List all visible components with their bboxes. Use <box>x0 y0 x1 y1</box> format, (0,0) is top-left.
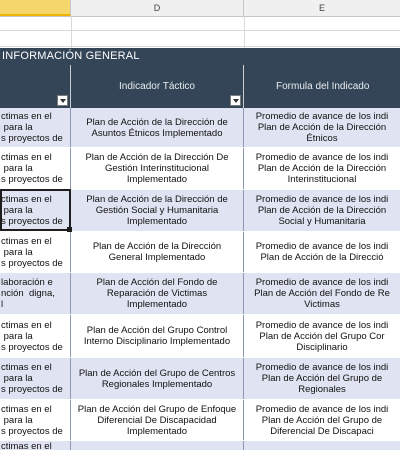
cell-indicador-tactico[interactable]: Plan de Acción del Grupo Control Interno Disciplinario Implementado <box>71 315 244 357</box>
cell-objetivo[interactable]: ctimas en el para la s proyectos de <box>0 232 71 272</box>
cell-indicador-tactico[interactable]: Plan de Acción del Grupo de Centros Regionales Implementado <box>71 358 244 399</box>
header-label-formula: Formula del Indicado <box>276 81 370 92</box>
table-row[interactable] <box>0 358 400 400</box>
grid-line <box>71 16 72 48</box>
cell-formula[interactable]: Promedio de avance de los indi Plan de Acción de la Dirección Social y Humanitaria <box>255 194 389 227</box>
cell-formula[interactable]: Promedio de avance de los indi Plan de Acción de la Dirección Interinstitucional <box>255 152 389 185</box>
table-row[interactable] <box>0 315 400 358</box>
table-row[interactable] <box>0 441 400 450</box>
empty-row[interactable] <box>0 32 400 47</box>
cell-objetivo[interactable]: ctimas en el para la s proyectos de <box>0 315 71 357</box>
section-title: INFORMACIÓN GENERAL <box>0 48 400 65</box>
fill-handle[interactable] <box>67 227 72 232</box>
column-header-e[interactable]: E <box>318 3 325 13</box>
cell-objetivo[interactable]: ctimas en el para la s proyectos de <box>0 190 71 231</box>
cell-formula[interactable] <box>244 441 400 450</box>
cell-formula[interactable]: Promedio de avance de los indi Plan de Acción del Grupo de Diferencial De Discapaci <box>255 403 389 437</box>
column-header-bar <box>0 0 400 17</box>
column-header-c[interactable] <box>0 0 71 16</box>
column-header-d[interactable]: D <box>71 0 244 16</box>
header-cell-indicador[interactable] <box>71 65 244 108</box>
table-row[interactable] <box>0 232 400 273</box>
cell-indicador-tactico[interactable]: Plan de Acción del Grupo de Enfoque Diferencial De Discapacidad Implementado <box>71 400 244 440</box>
table-header <box>0 65 400 108</box>
cell-formula[interactable]: Promedio de avance de los indi Plan de Acción de la Dirección Étnicos <box>255 111 389 144</box>
header-label-indicador: Indicador Táctico <box>119 81 195 92</box>
cell-indicador-tactico[interactable]: Plan de Acción de la Dirección de Gestión Social y Humanitaria Implementado <box>71 190 244 231</box>
table-row[interactable] <box>0 108 400 148</box>
table-row[interactable] <box>0 400 400 441</box>
cell-formula[interactable]: Promedio de avance de los indi Plan de Acción de la Direcció <box>255 241 389 263</box>
cell-formula[interactable]: Promedio de avance de los indi Plan de Acción del Grupo de Regionales <box>255 362 389 395</box>
table-row[interactable] <box>0 273 400 315</box>
header-cell-c[interactable] <box>0 65 71 108</box>
filter-dropdown-icon[interactable] <box>230 95 241 106</box>
grid-line <box>244 16 245 48</box>
filter-dropdown-icon[interactable] <box>57 95 68 106</box>
cell-objetivo[interactable]: laboración e nción digna, l <box>0 273 71 314</box>
cell-objetivo[interactable]: ctimas en el <box>0 441 71 450</box>
cell-indicador-tactico[interactable]: Plan de Acción del Fondo de Reparación de Victimas Implementado <box>71 273 244 314</box>
empty-row[interactable] <box>0 16 400 31</box>
cell-indicador-tactico[interactable] <box>71 441 244 450</box>
cell-formula[interactable]: Promedio de avance de los indi Plan de Acción del Fondo de Re Victimas <box>254 277 390 310</box>
cell-indicador-tactico[interactable]: Plan de Acción de la Dirección De Gestión Interinstitucional Implementado <box>71 148 244 189</box>
header-cell-formula[interactable] <box>244 65 400 108</box>
cell-objetivo[interactable]: ctimas en el para la s proyectos de <box>0 148 71 189</box>
cell-objetivo[interactable]: ctimas en el para la s proyectos de <box>0 400 71 440</box>
cell-indicador-tactico[interactable]: Plan de Acción de la Dirección General Implementado <box>71 232 244 272</box>
table-row[interactable] <box>0 148 400 190</box>
cell-objetivo[interactable]: ctimas en el para la s proyectos de <box>0 358 71 399</box>
cell-indicador-tactico[interactable]: Plan de Acción de la Dirección de Asuntos Étnicos Implementado <box>71 108 244 147</box>
table-row[interactable] <box>0 190 400 232</box>
cell-objetivo[interactable]: ctimas en el para la s proyectos de <box>0 108 71 147</box>
cell-formula[interactable]: Promedio de avance de los indi Plan de Acción del Grupo Cor Disciplinario <box>255 319 389 353</box>
